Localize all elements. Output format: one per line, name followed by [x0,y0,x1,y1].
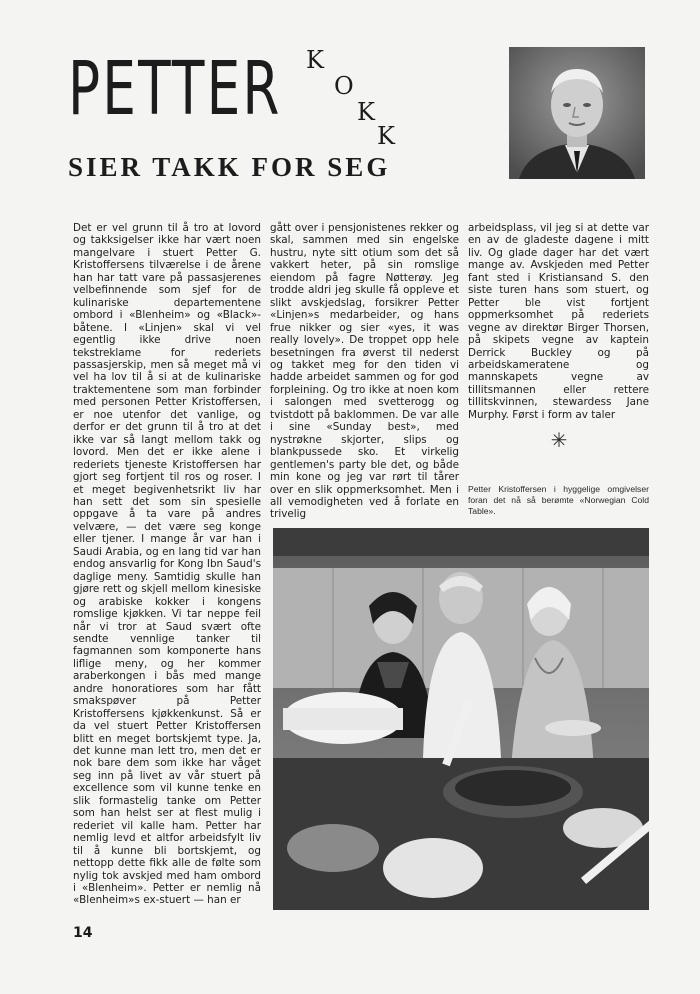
subtitle: SIER TAKK FOR SEG [68,152,391,182]
headline-letter-k2: K [357,98,375,126]
headline-letter-k3: K [377,122,395,150]
article-text-1: Det er vel grunn til å tro at lovord og takksigelser ikke har vært noen mangelvare i stuert Petter G. Kristoffersens tilværelse i de årene han har tatt vare på passasjerenes velbefinnende som sjef for de kulinariske departementene ombord i «Blenheim» og «Black»-båtene. I «Linjen» skal vi vel egentlig ikke drive noen tekstreklame for rederiets passasjerskip, men så meget må vi vel ha lov til å si at de kulinariske traktementene som man forbinder med personen Petter Kristoffersen, er noe utenfor det vanlige, og derfor er det grunn til å tro at det ikke var så langt mellom takk og lovord. Men det er ikke alene i rederiets tjeneste Kristoffersen har gjort seg fortjent til ros og roser. I et meget begivenhetsrikt liv har han sett det som sin spesielle oppgave å ta vare på andres velvære, — det være seg konge eller tjener. I mange år var han i Saudi Arabia, og en lang tid var han endog ansvarlig for Kong Ibn Saud's daglige meny. Samtidig skulle han gjøre rett og skjell mellom kinesiske og arabiske kokker i kongens romslige kjøkken. Vi tar neppe feil når vi tror at Saud svært ofte sendte vennlige tanker til fagmannen som komponerte hans liflige meny, og her kommer araberkongen i bås med mange andre honoratiores som har fått smakspøver på Petter Kristoffersens kjøkkenkunst. Så er da vel stuert Petter Kristoffersen blitt en meget bortskjemt type. Ja, det kunne man lett tro, men det er nok bare dem som ikke har våget seg inn på livet av vår stuert på excellence som vil kunne tenke en slik formastelig tanke om Petter som han helst ser at flest mulig i rederiet vil kalle ham. Petter har nemlig levd et altfor arbeidsfylt liv til å kunne bli bortskjemt, og nettopp dette fikk alle de følte som nylig tok avskjed med ham ombord i «Blenheim». Petter er nemlig nå «Blenheim»s ex-stuert — han er [73,222,261,907]
portrait-illustration [509,47,645,179]
article-column-1 [73,222,261,907]
page-number: 14 [73,925,93,941]
portrait-photo [509,47,645,179]
headline-letter-o: O [334,72,354,100]
article-text-2: gått over i pensjonistenes rekker og skal, sammen med sin engelske hustru, nyte sitt otium som det så vakkert heter, på sin romslige eiendom på fagre Nøtterøy. Jeg trodde aldri jeg skulle få oppleve et slikt avskjedslag, forsikrer Petter «Linjen»s medarbeider, og hans frue nikker og sier «yes, it was really lovely». De troppet opp hele besetningen fra øverst til nederst og takket meg for den tiden vi hadde arbeidet sammen og for god forpleining. Og tro ikke at noen kom i salongen med svetterogg og tvistdott på baklommen. De var alle i sine «Sunday best», med nystrøkne skjorter, slips og blankpussede sko. Et virkelig gentlemen's party ble det, og både min kone og jeg var rørt til tårer over en slik oppmerksomhet. Men i all vemodigheten ved å forlate en trivelig [270,222,459,521]
article-column-2 [270,222,459,521]
buffet-photo [273,528,649,910]
headline-letter-k1: K [306,46,324,74]
photo-caption: Petter Kristoffersen i hyggelige omgivelser foran det nå så berømte «Norwegian Cold Table». [468,484,649,516]
article-text-3: arbeidsplass, vil jeg si at dette var en av de gladeste dagene i mitt liv. Og glade dager har det vært mange av. Avskjeden med Petter fant sted i Kristiansand S. den siste turen hans som stuert, og Petter ble vist fortjent oppmerksomhet på rederiets vegne av direktør Birger Thorsen, på skipets vegne av kaptein Derrick Buckley og på arbeidskameratene og mannskapets vegne av tillitsmannen eller rettere tillitskvinnen, stewardess Jane Murphy. Først i form av taler [468,222,649,421]
buffet-illustration [273,528,649,910]
headline: PETTER [68,46,282,132]
section-divider-icon: ✳ [550,430,568,452]
article-column-3 [468,222,649,421]
